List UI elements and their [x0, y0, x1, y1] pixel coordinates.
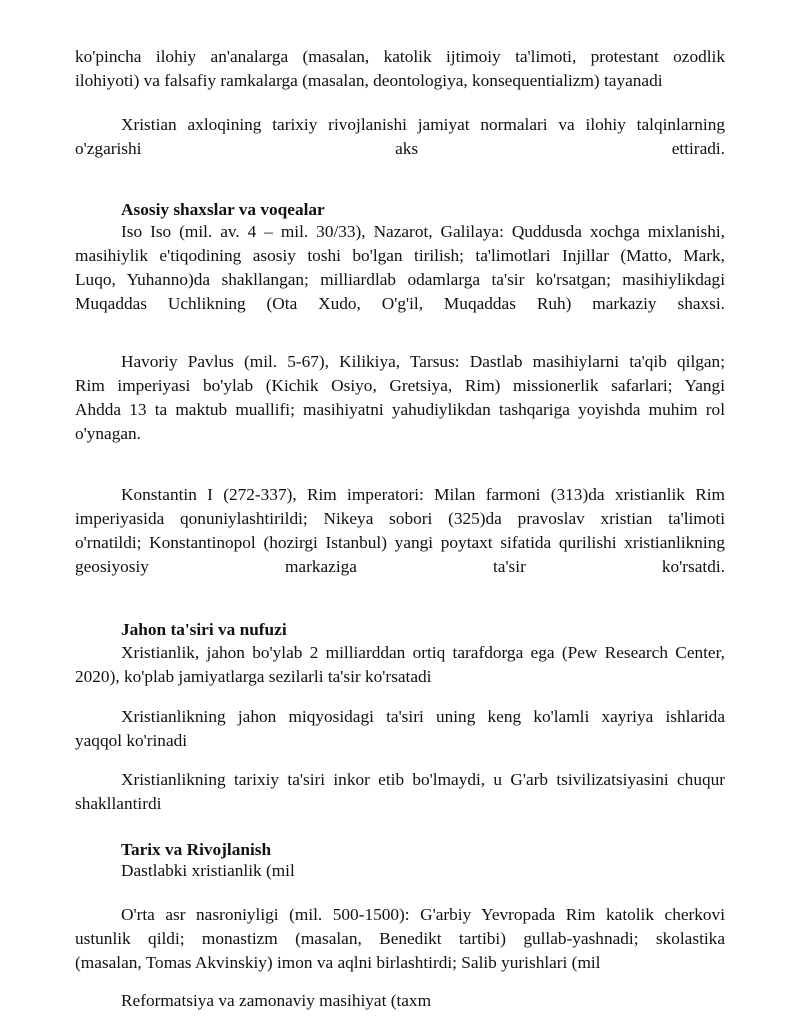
paragraph-charity	[75, 705, 725, 753]
text-line: Xristian axloqining tarixiy rivojlanishi jamiyat normalari va ilohiy talqinlarning	[121, 115, 725, 134]
paragraph-historical-impact	[75, 768, 725, 816]
section-heading-key-figures: Asosiy shaxslar va voqealar	[121, 200, 325, 219]
text-line	[75, 555, 725, 579]
paragraph-adherents	[75, 641, 725, 689]
text-line: 2020), ko'plab jamiyatlarga sezilarli ta'sir ko'rsatadi	[75, 667, 432, 686]
text-line: shakllantirdi	[75, 794, 162, 813]
paragraph-tradition-frameworks	[75, 45, 725, 93]
word: ettiradi.	[671, 139, 725, 158]
paragraph-medieval	[75, 903, 725, 975]
text-line: Luqo, Yuhanno)da shakllangan; milliardlab odamlarga ta'sir ko'rsatgan; masihiylikdagi	[75, 270, 725, 289]
text-line: imperiyasida qonuniylashtirildi; Nikeya sobori (325)da pravoslav xristian ta'limoti	[75, 509, 725, 528]
text-line: Havoriy Pavlus (mil. 5-67), Kilikiya, Tarsus: Dastlab masihiylarni ta'qib qilgan;	[121, 352, 725, 371]
word: geosiyosiy	[75, 557, 149, 576]
text-line: ilohiyoti) va falsafiy ramkalarga (masalan, deontologiya, konsequentializm) tayanadi	[75, 71, 663, 90]
paragraph-jesus	[75, 220, 725, 316]
paragraph-paul	[75, 350, 725, 446]
paragraph-reformation	[75, 989, 725, 1013]
text-line: Rim imperiyasi bo'ylab (Kichik Osiyo, Gretsiya, Rim) missionerlik safarlari; Yangi	[75, 376, 725, 395]
text-line: Iso Iso (mil. av. 4 – mil. 30/33), Nazarot, Galilaya: Quddusda xochga mixlanishi,	[121, 222, 725, 241]
word: aks	[395, 139, 419, 158]
word: ta'sir	[492, 557, 526, 576]
text-line: yaqqol ko'rinadi	[75, 731, 188, 750]
paragraph-constantine	[75, 483, 725, 579]
text-line: Reformatsiya va zamonaviy masihiyat (taxm	[121, 991, 432, 1010]
text-line: ustunlik qildi; monastizm (masalan, Benedikt tartibi) gullab-yashnadi; skolastika	[75, 929, 725, 948]
text-line: Muqaddas Uchlikning (Ota Xudo, O'g'il, Muqaddas Ruh) markaziy shaxsi.	[75, 294, 725, 313]
text-line	[75, 137, 725, 161]
section-heading-history: Tarix va Rivojlanish	[121, 840, 272, 859]
text-line: Ahdda 13 ta maktub muallifi; masihiyatni yahudiylikdan tashqariga yoyishda muhim rol	[75, 400, 725, 419]
word: markaziga	[284, 557, 357, 576]
text-line: Konstantin I (272-337), Rim imperatori: Milan farmoni (313)da xristianlik Rim	[121, 485, 725, 504]
word: ko'rsatdi.	[661, 557, 725, 576]
text-line: (masalan, Tomas Akvinskiy) imon va aqlni birlashtirdi; Salib yurishlari (mil	[75, 953, 601, 972]
text-line: ko'pincha ilohiy an'analarga (masalan, katolik ijtimoiy ta'limoti, protestant ozodlik	[75, 47, 725, 66]
text-line: o'rnatildi; Konstantinopol (hozirgi Istanbul) yangi poytaxt sifatida qurilishi xristianlikning	[75, 533, 725, 552]
text-line: o'ynagan.	[75, 424, 141, 443]
word: o'zgarishi	[75, 139, 142, 158]
section-heading-global-influence: Jahon ta'siri va nufuzi	[121, 620, 287, 639]
text-line: Dastlabki xristianlik (mil	[121, 861, 295, 880]
paragraph-early-christianity	[75, 859, 725, 883]
text-line: masihiylik e'tiqodining asosiy toshi bo'lgan tirilish; ta'limotlari Injillar (Matto, Mark,	[75, 246, 725, 265]
text-line: Xristianlik, jahon bo'ylab 2 milliarddan ortiq tarafdorga ega (Pew Research Center,	[121, 643, 725, 662]
text-line: Xristianlikning tarixiy ta'siri inkor etib bo'lmaydi, u G'arb tsivilizatsiyasini chuqur	[121, 770, 725, 789]
text-line: Xristianlikning jahon miqyosidagi ta'siri uning keng ko'lamli xayriya ishlarida	[121, 707, 725, 726]
paragraph-ethics-development	[75, 113, 725, 161]
text-line: O'rta asr nasroniyligi (mil. 500-1500): G'arbiy Yevropada Rim katolik cherkovi	[121, 905, 725, 924]
